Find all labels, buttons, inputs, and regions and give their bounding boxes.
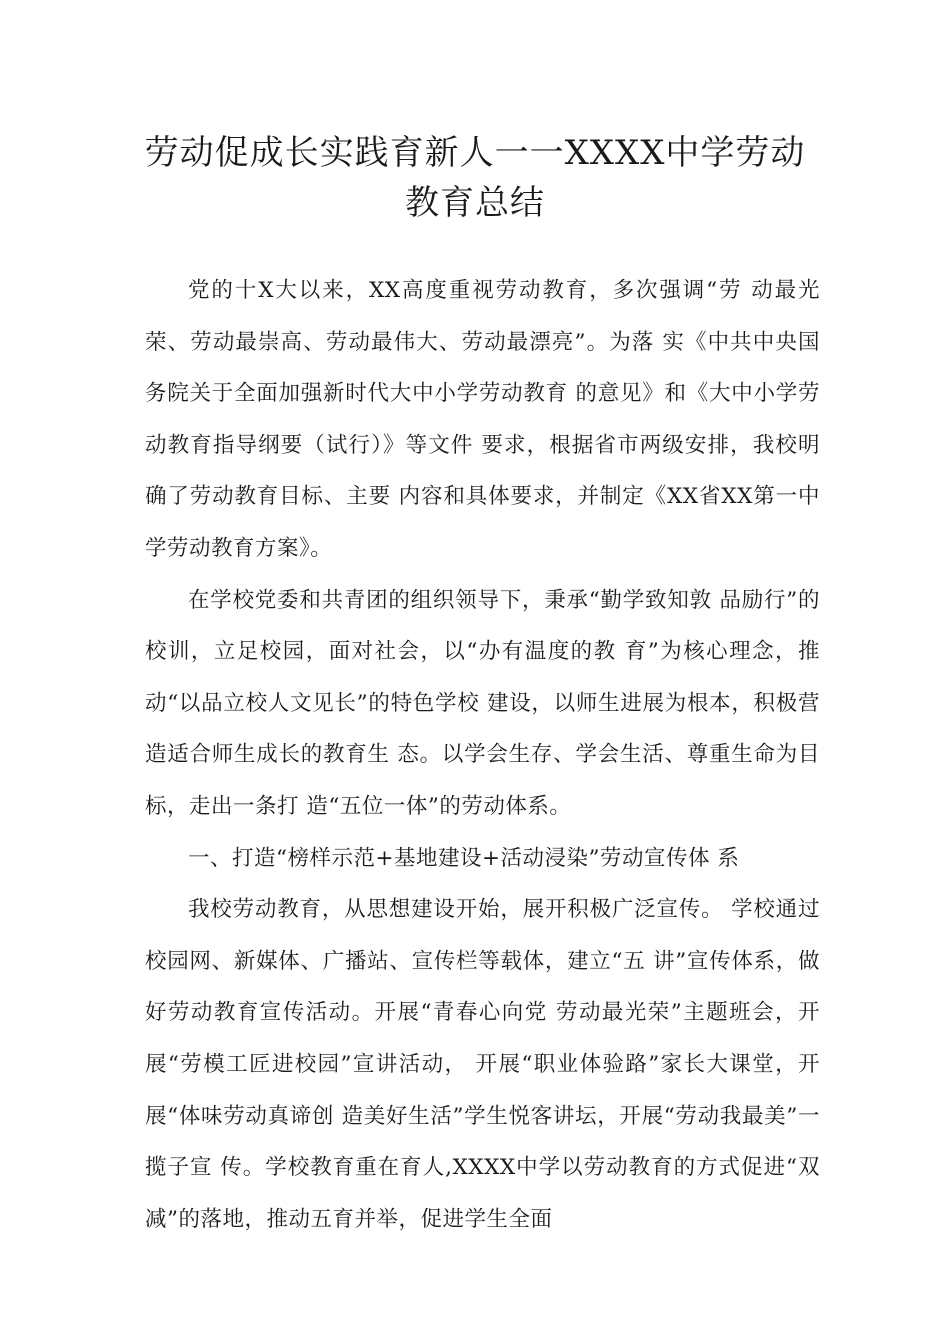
document-body [145, 265, 820, 1245]
section-heading: 一、打造“榜样示范+基地建设+活动浸染”劳动宣传体 系 [188, 845, 740, 871]
title-line-2: 教育总结 [405, 183, 545, 223]
title-line-1: 劳动促成长实践育新人一一XXXX中学劳动 [144, 133, 806, 173]
document-title [120, 128, 830, 228]
paragraph-section-1: 我校劳动教育，从思想建设开始，展开积极广泛宣传。 学校通过校园网、新媒体、广播站、宣传栏等载体，建立“五 讲”宣传体系，做好劳动教育宣传活动。开展“青春心向党 劳动最光荣”主题班会，开展“劳模工匠进校园”宣讲活动， 开展“职业体验路”家长大课堂，开展“体味劳动真谛创 造美好生活”学生悦客讲坛，开展“劳动我最美”一揽子宣 传。学校教育重在育人,XXXX中学以劳动教育的方式促进“双 减”的落地，推动五育并举，促进学生全面 [145, 897, 820, 1232]
paragraph-intro: 党的十X大以来，XX高度重视劳动教育，多次强调“劳 动最光荣、劳动最崇高、劳动最伟大、劳动最漂亮”。为落 实《中共中央国务院关于全面加强新时代大中小学劳动教育 的意见》和《大中小学劳动教育指导纲要（试行）》等文件 要求，根据省市两级安排，我校明确了劳动教育目标、主要 内容和具体要求，并制定《XX省XX第一中学劳动教育方案》。 [145, 278, 820, 561]
paragraph-leadership: 在学校党委和共青团的组织领导下，秉承“勤学致知敦 品励行”的校训，立足校园，面对社会，以“办有温度的教 育”为核心理念，推动“以品立校人文见长”的特色学校 建设，以师生进展为根本，积极营造适合师生成长的教育生 态。以学会生存、学会生活、尊重生命为目标，走出一条打 造“五位一体”的劳动体系。 [145, 587, 820, 819]
